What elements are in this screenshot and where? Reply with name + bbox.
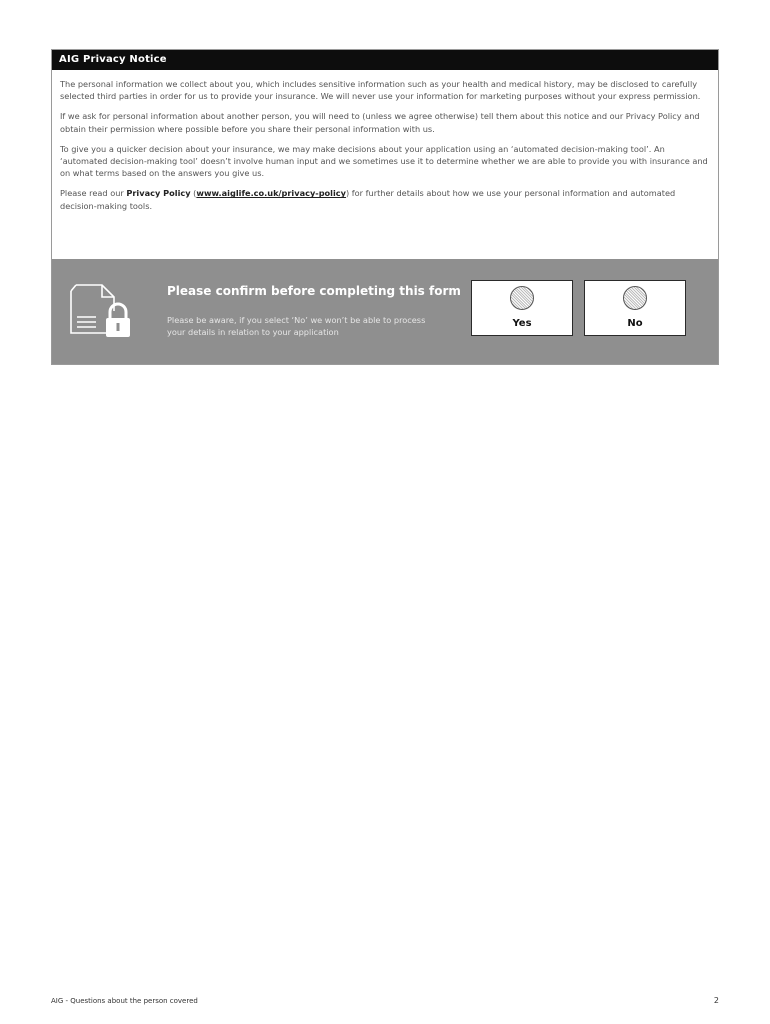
para4-suffix: ) for further details about how we use your personal information and automated decision-making tools. xyxy=(60,188,676,211)
yes-label: Yes xyxy=(512,318,532,329)
notice-paragraph-3: To give you a quicker decision about your insurance, we may make decisions about your application using an ‘automated decision-making tool’. An ‘automated decision-making tool’ doesn’t involve human input and we sometimes use it to determine whether we are able to provide you with insurance and on what terms based on the answers you give us. xyxy=(60,143,708,179)
privacy-policy-label: Privacy Policy xyxy=(126,188,191,199)
document-lock-icon xyxy=(68,281,138,341)
no-option[interactable] xyxy=(584,280,686,336)
para4-prefix: Please read our xyxy=(60,188,127,199)
yes-radio[interactable] xyxy=(510,286,534,310)
yes-option[interactable] xyxy=(471,280,573,336)
privacy-notice-box xyxy=(51,49,719,365)
confirm-panel xyxy=(52,259,718,364)
notice-paragraph-2: If we ask for personal information about another person, you will need to (unless we agree otherwise) tell them about this notice and our Privacy Policy and obtain their permission where possible before you share their personal information with us. xyxy=(60,111,700,134)
notice-body xyxy=(52,70,718,212)
notice-title: AIG Privacy Notice xyxy=(52,50,718,70)
paren-open: ( xyxy=(190,188,197,199)
notice-paragraph-1: The personal information we collect about you, which includes sensitive information such as your health and medical history, may be disclosed to carefully selected third parties in order for us to provide your insurance. We will never use your information for marketing purposes without your express permission. xyxy=(60,79,701,102)
footer-text: AIG - Questions about the person covered xyxy=(51,997,198,1005)
privacy-policy-link[interactable]: www.aiglife.co.uk/privacy-policy xyxy=(196,188,346,199)
notice-paragraph-4 xyxy=(60,187,710,211)
confirm-title: Please confirm before completing this form xyxy=(167,284,461,298)
no-radio[interactable] xyxy=(623,286,647,310)
confirm-subtitle: Please be aware, if you select ‘No’ we won’t be able to process your details in relation to your application xyxy=(167,315,426,337)
no-label: No xyxy=(627,318,643,329)
page-number: 2 xyxy=(713,996,719,1005)
